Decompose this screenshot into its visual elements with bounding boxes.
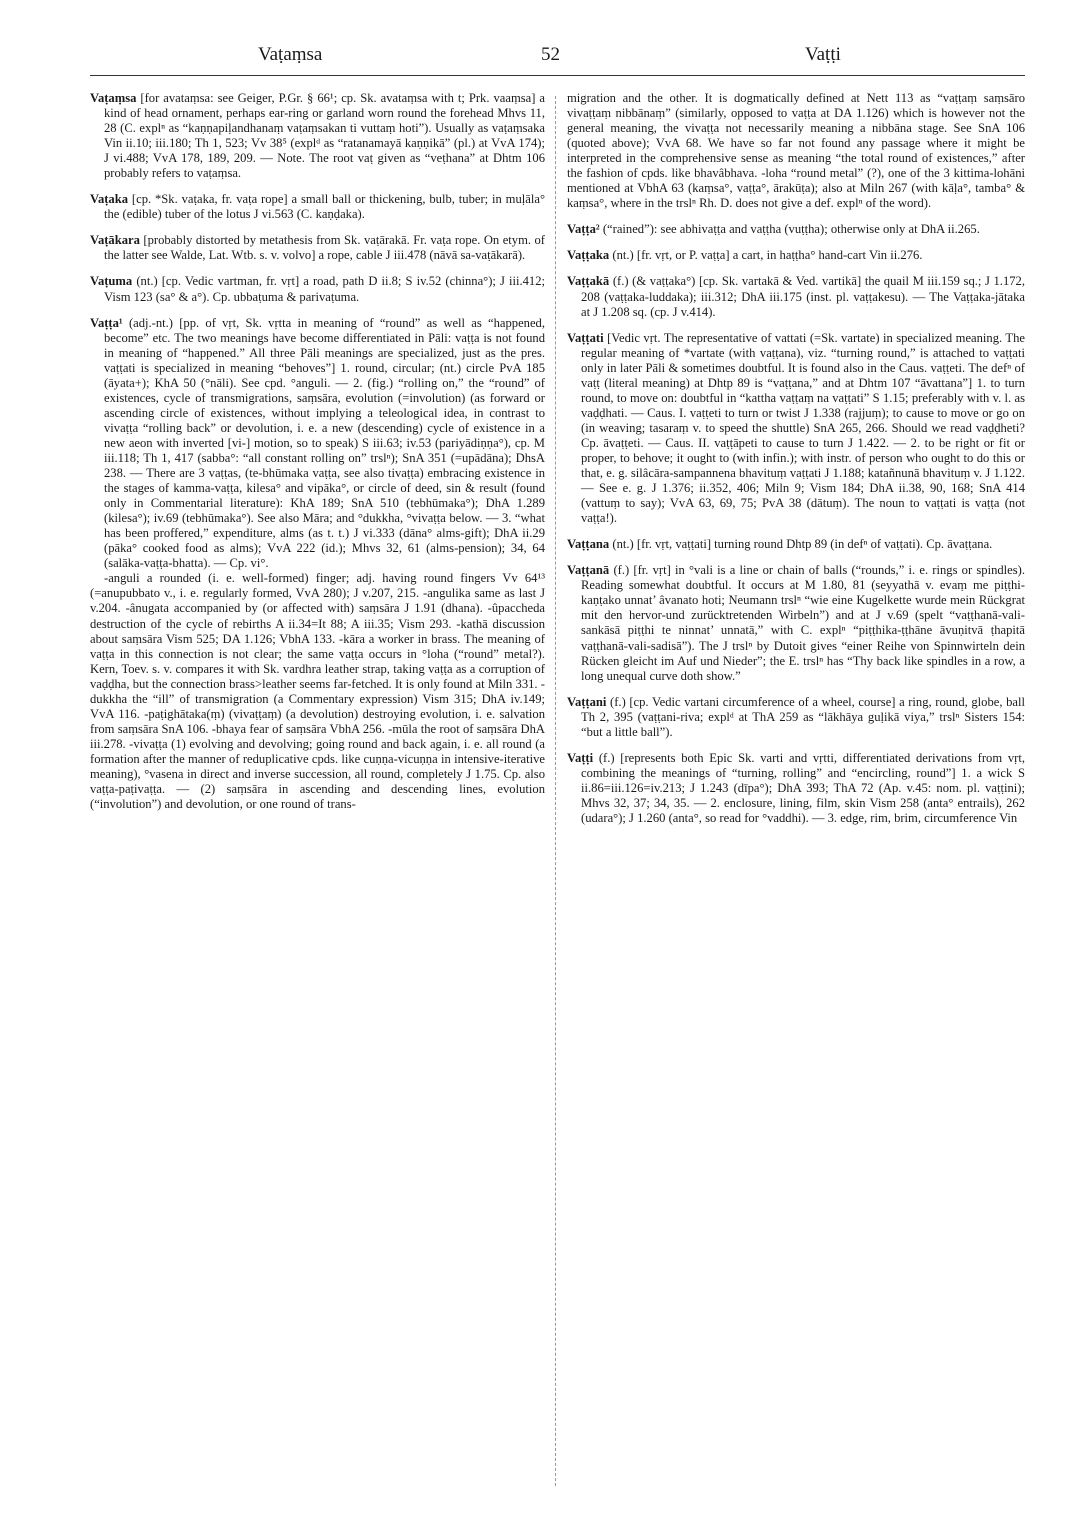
- right-column: [567, 91, 1025, 837]
- dictionary-entry: [90, 91, 545, 181]
- header-left-guideword: Vaṭaṃsa: [258, 44, 323, 65]
- entry-body: (f.) [represents both Epic Sk. varti and vṛtti, differentiated derivations from vṛt, combining the meanings of “turning, rolling” and “encircling, round”] 1. a wick S ii.86=iii.126=iv.213; J 1.243 (dīpa°); DhA 393; ThA 72 (Ap. v.45: nom. pl. vaṭṭini); Mhvs 32, 37; 34, 35. — 2. enclosure, lining, film, skin Vism 258 (anta° entrails), 262 (udara°); J 1.260 (anta°, so read for °vaddhi). — 3. edge, rim, brim, circumference Vin: [581, 750, 1025, 825]
- page-header: [90, 44, 1025, 74]
- entry-body: [for avataṃsa: see Geiger, P.Gr. § 66¹; cp. Sk. avataṃsa with t; Prk. vaaṃsa] a kind of head ornament, perhaps ear-ring or garland worn round the forehead Mhvs 11, 28 (C. explⁿ as “kaṇṇapiḷandhanaṃ vaṭaṃsakan ti vuttaṃ hoti”). Usually as vaṭaṃsaka Vin ii.10; iii.180; Th 1, 523; Vv 38⁵ (explᵈ as “ratanamayā kaṇṇikā” (pl.) at VvA 174); J vi.488; VvA 178, 189, 209. — Note. The root vaṭ given as “veṭhana” at Dhtm 106 probably refers to vaṭaṃsa.: [104, 91, 546, 181]
- entry-headword: Vaṭṭa²: [567, 222, 600, 237]
- dictionary-entry: [567, 537, 1025, 552]
- entry-headword: Vaṭṭana: [567, 537, 610, 552]
- entry-body: (nt.) [cp. Vedic vartman, fr. vṛt] a road, path D ii.8; S iv.52 (chinna°); J iii.412; Vism 123 (sa° & a°). Cp. ubbaṭuma & parivaṭuma.: [104, 274, 546, 304]
- dictionary-entry: [567, 563, 1025, 683]
- entry-headword: Vaṭaka: [90, 192, 129, 207]
- entry-body: (adj.-nt.) [pp. of vṛt, Sk. vṛtta in meaning of “round” as well as “happened, become” etc. The two meanings have become differentiated in Pāli: vaṭṭa is not found in meaning of “happened.” All three Pāli meanings are specialized, just as the pres. vaṭṭati is specialized in meaning “behoves”] 1. round, circular; (nt.) circle PvA 185 (āyata+); KhA 50 (°nāli). See cpd. °anguli. — 2. (fig.) “rolling on,” the “round” of existences, cycle of transmigrations, saṃsāra, evolution (=involution) (as forward or ascending circle of existences, without implying a teleological idea, in contrast to vivaṭṭa “rolling back” or devolution, i. e. a new (descending) cycle of existence in a new aeon with inverted [vi-] motion, so to speak) S iii.63; iv.53 (pariyādiṇṇa°), cp. M iii.118; Th 1, 417 (sabba°: “all constant rolling on” trslⁿ); SnA 351 (=upādāna); DhsA 238. — There are 3 vaṭṭas, (te-bhūmaka vaṭṭa, see also tivaṭṭa) embracing existence in the stages of kamma-vaṭṭa, kilesa° and vipāka°, or circle of deed, sin & result (found only in Commentarial literature): KhA 189; SnA 510 (tebhūmaka°); DhA 1.289 (kilesa°); iv.69 (tebhūmaka°). See also Māra; and °dukkha, °vivaṭṭa below. — 3. “what has been proffered,” expenditure, alms (as t. t.) J vi.333 (dāna° alms-gift); DhA ii.29 (pāka° cooked food as alms); VvA 222 (id.); Mhvs 32, 61 (alms-pension); 34, 64 (salāka-vaṭṭa-bhatta). — Cp. vi°.: [104, 315, 545, 571]
- entry-body: (nt.) [fr. vṛt, or P. vaṭṭa] a cart, in haṭṭha° hand-cart Vin ii.276.: [612, 248, 923, 263]
- entry-body: [probably distorted by metathesis from Sk. vaṭārakā. Fr. vaṭa rope. On etym. of the latter see Walde, Lat. Wtb. s. v. volvo] a rope, cable J iii.478 (nāvā sa-vaṭākarā).: [104, 233, 545, 263]
- dictionary-entry: [567, 751, 1025, 826]
- entry-headword: Vaṭṭani: [567, 694, 607, 709]
- column-divider: [555, 96, 556, 1486]
- header-rule: [90, 75, 1025, 76]
- entry-continuation: migration and the other. It is dogmatically defined at Nett 113 as “vaṭṭaṃ saṃsāro vivaṭṭaṃ nibbānaṃ” (similarly, opposed to vaṭṭa at DA 1.126) which is however not the general meaning, the vivaṭṭa not necessarily meaning a nibbāna stage. See SnA 106 (quoted above); VvA 68. We have so far not found any passage where it might be interpreted in the comprehensive sense as meaning “the total round of existences,” after the fashion of cpds. like bhavâbhava. -loha “round metal” (?), one of the 3 kittima-lohāni mentioned at VbhA 63 (kaṃsa°, vaṭṭa°, ārakūṭa); also at Miln 267 (with kāḷa°, tamba° & kaṃsa°, where in the trslⁿ Rh. D. does not give a def. explⁿ of the word).: [567, 91, 1025, 211]
- dictionary-entry: [90, 316, 545, 572]
- entry-body: [Vedic vṛt. The representative of vattati (=Sk. vartate) in specialized meaning. The regular meaning of *vartate (with vaṭṭana), viz. “turning round,” is attached to vaṭṭati only in later Pāli & sometimes doubtful. It is found also in the Caus. vaṭṭeti. The defⁿ of vaṭṭ (literal meaning) at Dhtp 89 is “vaṭṭana,” and at Dhtm 107 “āvattana”] 1. to turn round, to move on: doubtful in “kattha vaṭṭaṃ na vaṭṭati” S 1.15; preferably with v. l. as vaḍḍhati. — Caus. I. vaṭṭeti to turn or twist J 1.338 (rajjuṃ); to cause to move or go on (in weaving; tasaraṃ v. to speed the shuttle) SnA 265, 266. Should we read vaḍḍheti? Cp. āvaṭṭeti. — Caus. II. vaṭṭāpeti to cause to turn J 1.422. — 2. to be right or fit or proper, to behove; it ought to (with infin.); with instr. of person who ought to do this or that, e. g. silâcāra-sampannena bhavituṃ vaṭṭati J 1.188; katañnunā bhavituṃ v. J 1.122. — See e. g. J 1.376; ii.352, 406; Miln 9; Vism 184; DhA ii.38, 90, 168; SnA 414 (vattuṃ to say); VvA 63, 69, 75; PvA 38 (dātuṃ). The noun to vaṭṭati is vaṭṭa (not vaṭṭa!).: [581, 330, 1025, 526]
- page-number: 52: [541, 44, 560, 65]
- dictionary-entry: [567, 222, 1025, 237]
- entry-body: (f.) [fr. vṛt] in °vali is a line or chain of balls (“rounds,” i. e. rings or spindles). Reading somewhat doubtful. It occurs at M 1.80, 81 (seyyathā v. evaṃ me piṭṭhi-kaṇṭako unnat’ âvanato hoti; Neumann trslⁿ “wie eine Kugelkette wurde mein Rückgrat mit den hervor-und zurücktretenden Wirbeln”) and at J v.69 (spelt “vaṭṭhanā-vali-sankāsā piṭṭhi te ninnat’ unnatā,” with C. explⁿ “piṭṭhika-ṭṭhāne āvuṇitvā ṭhapitā vaṭṭhanā-vali-sadisā”). The J trslⁿ by Dutoit gives “einer Reihe von Spinnwirteln dein Rücken gleicht im Auf und Nieder”; the E. trslⁿ has “Thy back like spindles in a row, a long unequal curve doth show.”: [581, 563, 1026, 683]
- entry-headword: Vaṭṭaka: [567, 248, 610, 263]
- entry-compounds: -anguli a rounded (i. e. well-formed) finger; adj. having round fingers Vv 64¹³ (=anupubbato v., i. e. regularly formed, VvA 280); J v.207, 215. -angulika same as last J v.204. -ânugata accompanied by (or affected with) saṃsāra J 1.91 (dhana). -ûpaccheda destruction of the cycle of rebirths A ii.34=It 88; A iii.35; Vism 293. -kathā discussion about saṃsāra Vism 525; DA 1.126; VbhA 133. -kāra a worker in brass. The meaning of vaṭṭa in this connection is not clear; the same vaṭṭa occurs in °loha (“round” metal?). Kern, Toev. s. v. compares it with Sk. vardhra leather strap, taking vaṭṭa as a corruption of vaḍḍha, but the connection brass>leather seems far-fetched. It is only found at Miln 331. -dukkha the “ill” of transmigration (a Commentary expression) Vism 315; DhA iv.149; VvA 116. -paṭighātaka(ṃ) (vivaṭṭaṃ) (a devolution) destroying evolution, i. e. salvation from saṃsāra SnA 106. -bhaya fear of saṃsāra VbhA 256. -mūla the root of saṃsāra DhA iii.278. -vivaṭṭa (1) evolving and devolving; going round and back again, i. e. all round (a formation after the manner of reduplicative cpds. like cuṇṇa-vicuṇṇa in intensive-iterative meaning), °vasena in direct and inverse succession, all round, completely J 1.75. Cp. also vaṭṭa-paṭivaṭṭa. — (2) saṃsāra in ascending and descending lines, evolution (“involution”) and devolution, or one round of trans-: [90, 571, 545, 812]
- dictionary-entry: [90, 233, 545, 263]
- entry-body: (nt.) [fr. vṛt, vaṭṭati] turning round Dhtp 89 (in defⁿ of vaṭṭati). Cp. āvaṭṭana.: [612, 537, 993, 552]
- entry-headword: Vaṭuma: [90, 274, 133, 289]
- entry-body: (f.) [cp. Vedic vartani circumference of a wheel, course] a ring, round, globe, ball Th 2, 395 (vaṭṭani-riva; explᵈ at ThA 259 as “lākhāya guḷikā viya,” trslⁿ Sisters 154: “but a little ball”).: [581, 694, 1025, 739]
- entry-headword: Vaṭṭanā: [567, 563, 610, 578]
- entry-headword: Vaṭṭa¹: [90, 315, 123, 330]
- dictionary-entry: [567, 274, 1025, 319]
- entry-headword: Vaṭākara: [90, 233, 140, 248]
- entry-headword: Vaṭṭakā: [567, 274, 610, 289]
- entry-body: (f.) (& vaṭṭaka°) [cp. Sk. vartakā & Ved. vartikā] the quail M iii.159 sq.; J 1.172, 208 (vaṭṭaka-luddaka); iii.312; DhA iii.175 (inst. pl. vaṭṭakesu). — The Vaṭṭaka-jātaka at J 1.208 sq. (cp. J v.414).: [581, 274, 1025, 319]
- header-right-guideword: Vaṭṭi: [805, 44, 841, 65]
- entry-body: [cp. *Sk. vaṭaka, fr. vaṭa rope] a small ball or thickening, bulb, tuber; in muḷāla° the (edible) tuber of the lotus J vi.563 (C. kaṇḍaka).: [104, 192, 545, 222]
- dictionary-entry: [567, 695, 1025, 740]
- dictionary-entry: [90, 192, 545, 222]
- dictionary-entry: [90, 274, 545, 304]
- dictionary-entry: [567, 248, 1025, 263]
- entry-headword: Vaṭṭi: [567, 750, 594, 765]
- dictionary-entry: [567, 331, 1025, 527]
- entry-headword: Vaṭaṃsa: [90, 91, 137, 105]
- entry-body: (“rained”): see abhivaṭṭa and vaṭṭha (vuṭṭha); otherwise only at DhA ii.265.: [602, 222, 980, 237]
- left-column: [90, 91, 545, 812]
- entry-headword: Vaṭṭati: [567, 330, 604, 345]
